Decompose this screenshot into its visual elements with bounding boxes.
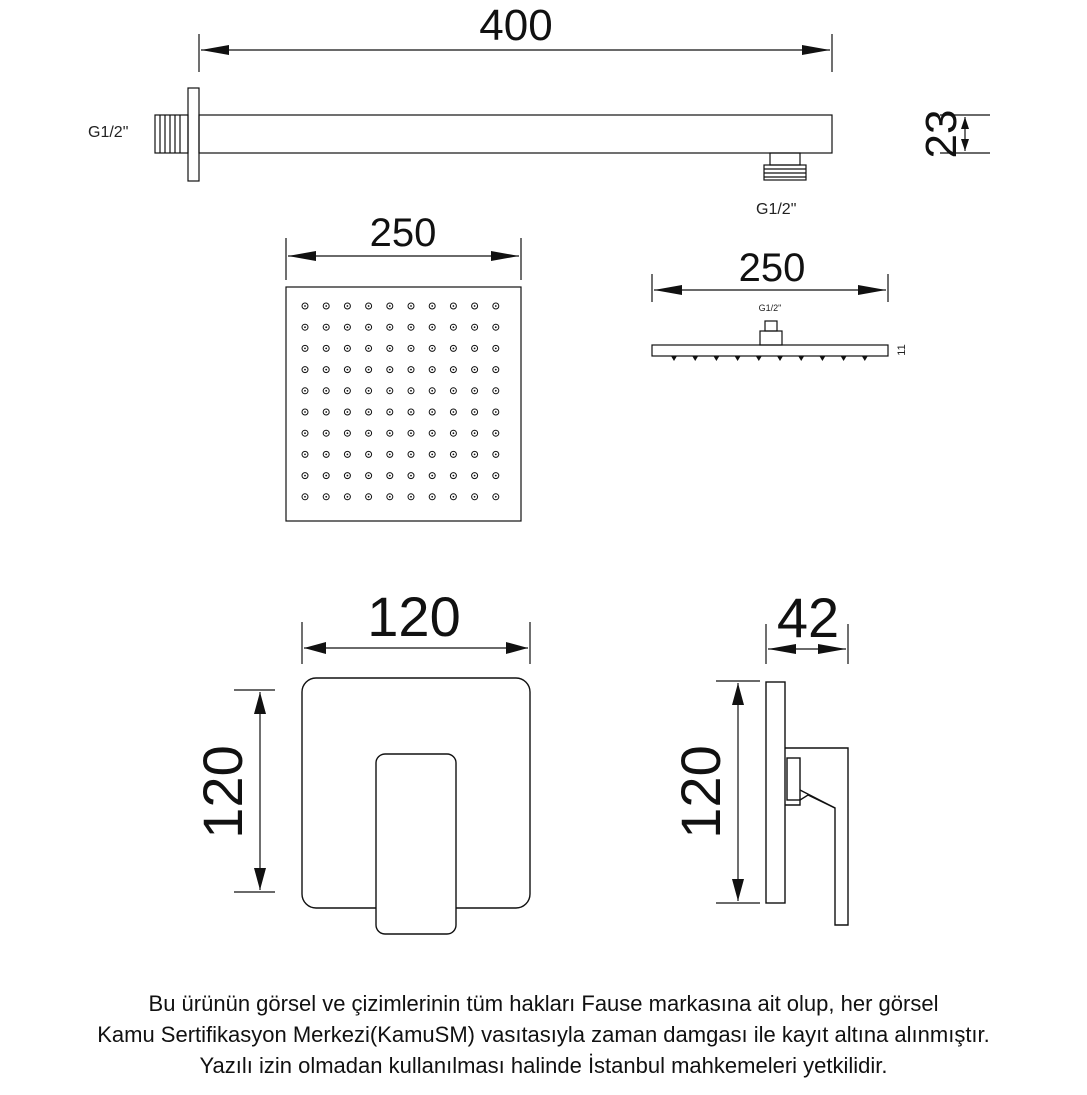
mixer-front-view: [191, 585, 530, 934]
nozzle-dot: [368, 411, 370, 413]
nozzle-dot: [453, 411, 455, 413]
nozzle-dot: [368, 432, 370, 434]
nozzle-dot: [347, 326, 349, 328]
head-top-width-label: 250: [369, 211, 437, 255]
nozzle-dot: [495, 348, 497, 350]
head-plate: [286, 287, 521, 521]
nozzle-dot: [474, 348, 476, 350]
nozzle-dot: [410, 390, 412, 392]
nozzle-dot: [453, 475, 455, 477]
footer-line-1: Bu ürünün görsel ve çizimlerinin tüm hakları Fause markasına ait olup, her görsel: [148, 991, 939, 1016]
side-nozzle: [756, 356, 762, 361]
nozzle-dot: [410, 432, 412, 434]
head-side-nozzles: [671, 356, 868, 361]
nozzle-dot: [347, 454, 349, 456]
nozzle-dot: [431, 305, 433, 307]
nozzle-dot: [431, 326, 433, 328]
nozzle-dot: [304, 390, 306, 392]
footer-line-3: Yazılı izin olmadan kullanılması halinde İstanbul mahkemeleri yetkilidir.: [199, 1053, 888, 1078]
side-nozzle: [692, 356, 698, 361]
nozzle-dot: [347, 305, 349, 307]
nozzle-dot: [304, 326, 306, 328]
nozzle-dot: [453, 326, 455, 328]
arm-length-label: 400: [479, 1, 553, 50]
copyright-footer: [0, 988, 1087, 1081]
side-nozzle: [713, 356, 719, 361]
nozzle-dot: [474, 390, 476, 392]
head-side-thread-label: G1/2": [758, 303, 782, 313]
shower-arm-view: [88, 1, 990, 218]
nozzle-dot: [347, 432, 349, 434]
nozzle-dot: [368, 305, 370, 307]
nozzle-dot: [410, 475, 412, 477]
nozzle-dot: [325, 475, 327, 477]
arm-outlet-thread: [764, 153, 806, 180]
footer-line-2: Kamu Sertifikasyon Merkezi(KamuSM) vasıtasıyla zaman damgası ile kayıt altına alınmıştır.: [97, 1022, 990, 1047]
head-side-profile: [652, 321, 888, 356]
nozzle-dot: [368, 369, 370, 371]
nozzle-dot: [495, 411, 497, 413]
nozzle-dot: [495, 432, 497, 434]
nozzle-dot: [325, 369, 327, 371]
arm-tube: [199, 115, 832, 153]
nozzle-dot: [474, 454, 476, 456]
nozzle-dot: [474, 369, 476, 371]
nozzle-dot: [495, 454, 497, 456]
nozzle-dot: [431, 475, 433, 477]
side-nozzle: [735, 356, 741, 361]
nozzle-dot: [304, 496, 306, 498]
nozzle-dot: [474, 411, 476, 413]
nozzle-dot: [347, 411, 349, 413]
nozzle-dot: [495, 496, 497, 498]
arm-height-label: 23: [917, 109, 966, 159]
nozzle-dot: [410, 369, 412, 371]
nozzle-dot: [389, 432, 391, 434]
nozzle-dot: [389, 348, 391, 350]
nozzle-dot: [304, 454, 306, 456]
nozzle-dot: [325, 348, 327, 350]
nozzle-dot: [389, 475, 391, 477]
nozzle-dot: [347, 348, 349, 350]
nozzle-dot: [304, 432, 306, 434]
nozzle-dot: [410, 454, 412, 456]
nozzle-dot: [389, 369, 391, 371]
mixer-side-profile: [766, 682, 848, 925]
nozzle-grid: [302, 303, 499, 500]
side-nozzle: [777, 356, 783, 361]
mixer-side-height-label: 120: [669, 745, 732, 839]
nozzle-dot: [325, 411, 327, 413]
nozzle-dot: [453, 496, 455, 498]
nozzle-dot: [389, 326, 391, 328]
nozzle-dot: [368, 390, 370, 392]
nozzle-dot: [474, 326, 476, 328]
side-nozzle: [819, 356, 825, 361]
mixer-height-label: 120: [191, 745, 254, 839]
head-side-width-label: 250: [738, 246, 806, 290]
nozzle-dot: [453, 454, 455, 456]
mixer-side-view: [669, 586, 848, 925]
nozzle-dot: [410, 411, 412, 413]
mixer-width-label: 120: [367, 585, 461, 648]
nozzle-dot: [431, 411, 433, 413]
nozzle-dot: [325, 390, 327, 392]
nozzle-dot: [325, 454, 327, 456]
shower-head-top-view: [286, 211, 521, 521]
side-nozzle: [862, 356, 868, 361]
nozzle-dot: [347, 390, 349, 392]
nozzle-dot: [368, 475, 370, 477]
arm-wall-flange: [188, 88, 199, 181]
nozzle-dot: [495, 369, 497, 371]
mixer-depth-label: 42: [776, 586, 840, 649]
nozzle-dot: [474, 475, 476, 477]
nozzle-dot: [347, 496, 349, 498]
nozzle-dot: [495, 390, 497, 392]
nozzle-dot: [474, 305, 476, 307]
nozzle-dot: [410, 305, 412, 307]
nozzle-dot: [389, 454, 391, 456]
nozzle-dot: [368, 454, 370, 456]
arm-right-thread-label: G1/2": [756, 201, 797, 218]
side-nozzle: [671, 356, 677, 361]
nozzle-dot: [389, 496, 391, 498]
nozzle-dot: [368, 348, 370, 350]
nozzle-dot: [304, 411, 306, 413]
nozzle-dot: [453, 369, 455, 371]
nozzle-dot: [495, 326, 497, 328]
nozzle-dot: [495, 475, 497, 477]
shower-head-side-view: [652, 246, 908, 361]
nozzle-dot: [389, 305, 391, 307]
nozzle-dot: [410, 326, 412, 328]
head-thickness-label: 11: [896, 344, 908, 356]
nozzle-dot: [389, 390, 391, 392]
nozzle-dot: [474, 496, 476, 498]
nozzle-dot: [389, 411, 391, 413]
nozzle-dot: [304, 305, 306, 307]
nozzle-dot: [474, 432, 476, 434]
nozzle-dot: [368, 326, 370, 328]
mixer-lever: [376, 754, 456, 934]
nozzle-dot: [453, 390, 455, 392]
arm-left-thread: [155, 115, 188, 153]
nozzle-dot: [325, 326, 327, 328]
nozzle-dot: [347, 475, 349, 477]
arm-left-thread-label: G1/2": [88, 124, 129, 141]
side-nozzle: [798, 356, 804, 361]
side-nozzle: [841, 356, 847, 361]
nozzle-dot: [410, 348, 412, 350]
nozzle-dot: [431, 390, 433, 392]
nozzle-dot: [410, 496, 412, 498]
nozzle-dot: [431, 496, 433, 498]
nozzle-dot: [304, 369, 306, 371]
nozzle-dot: [347, 369, 349, 371]
nozzle-dot: [431, 454, 433, 456]
nozzle-dot: [431, 369, 433, 371]
nozzle-dot: [453, 348, 455, 350]
nozzle-dot: [325, 432, 327, 434]
nozzle-dot: [304, 348, 306, 350]
nozzle-dot: [325, 496, 327, 498]
nozzle-dot: [431, 348, 433, 350]
nozzle-dot: [304, 475, 306, 477]
nozzle-dot: [368, 496, 370, 498]
nozzle-dot: [495, 305, 497, 307]
nozzle-dot: [325, 305, 327, 307]
nozzle-dot: [431, 432, 433, 434]
nozzle-dot: [453, 432, 455, 434]
nozzle-dot: [453, 305, 455, 307]
